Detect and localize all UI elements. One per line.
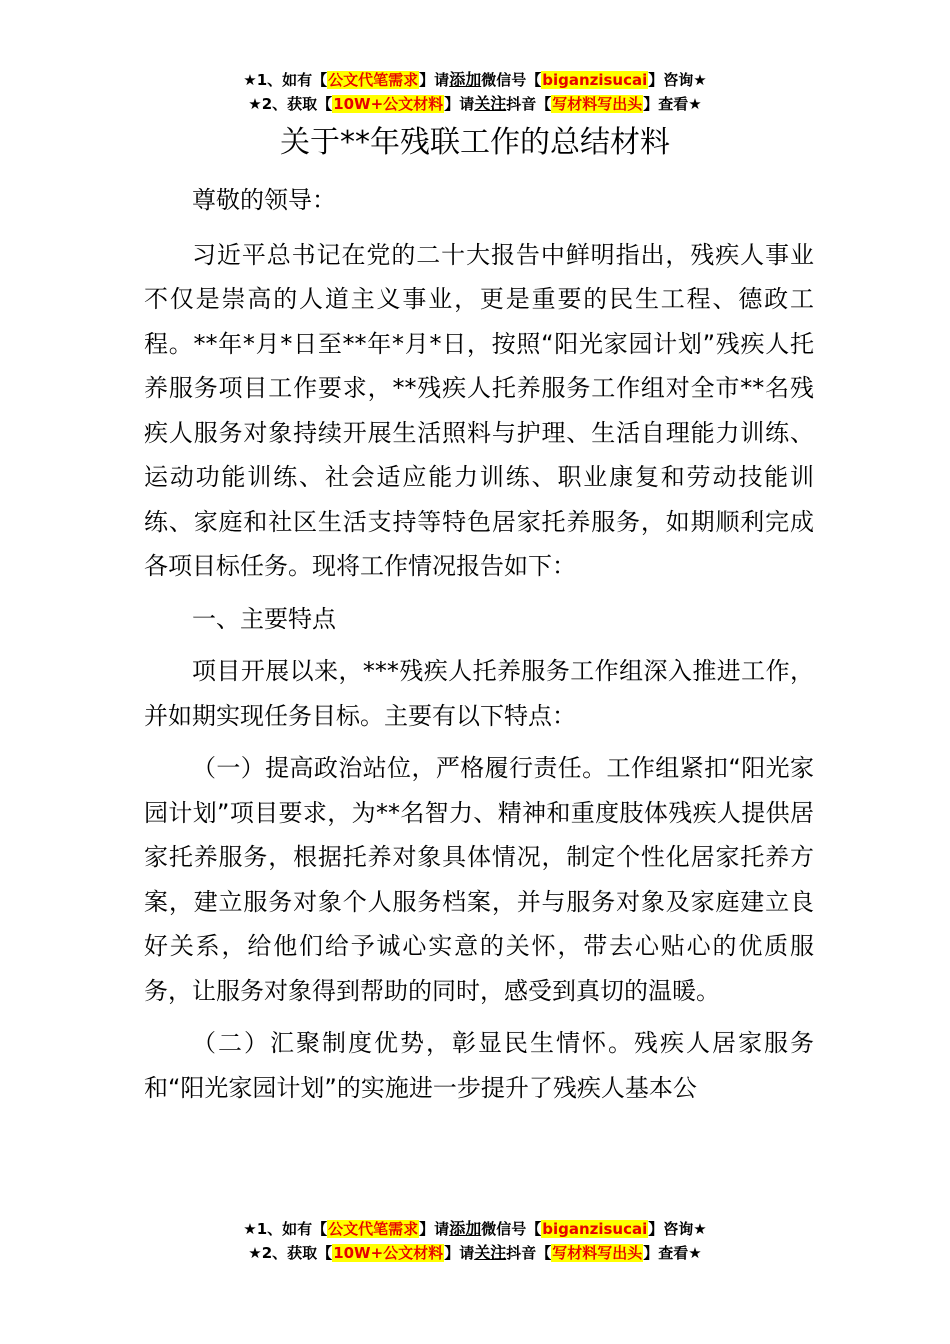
banner-text: ★2、获取【 [248, 95, 333, 113]
banner-text: ★1、如有【 [243, 1220, 328, 1238]
banner-highlight: 写材料写出头 [552, 1244, 643, 1262]
banner-underline: 关注 [474, 94, 507, 113]
banner-highlight: biganzisucai [542, 71, 648, 89]
banner-highlight: 10W+公文材料 [333, 95, 444, 113]
banner-text: 抖音【 [506, 95, 552, 113]
banner-text: 】请 [419, 71, 450, 89]
paragraph-intro: 习近平总书记在党的二十大报告中鲜明指出，残疾人事业不仅是崇高的人道主义事业，更是重要的民生工程、德政工程。**年*月*日至**年*月*日，按照“阳光家园计划”残疾人托养服务项目工作要求，**残疾人托养服务工作组对全市**名残疾人服务对象持续开展生活照料与护理、生活自理能力训练、运动功能训练、社会适应能力训练、职业康复和劳动技能训练、家庭和社区生活支持等特色居家托养服务，如期顺利完成各项目标任务。现将工作情况报告如下： [144, 240, 814, 580]
banner-text: ★1、如有【 [243, 71, 328, 89]
banner-text: 微信号【 [481, 1220, 542, 1238]
banner-text: 微信号【 [481, 71, 542, 89]
banner-text: 】查看★ [643, 1244, 702, 1262]
banner-highlight: biganzisucai [542, 1220, 648, 1238]
footer-banner [0, 1217, 950, 1265]
salutation: 尊敬的领导： [192, 186, 336, 214]
banner-text: 】查看★ [643, 95, 702, 113]
banner-highlight: 公文代笔需求 [328, 71, 419, 89]
paragraph: （二）汇聚制度优势，彰显民生情怀。残疾人居家服务和“阳光家园计划”的实施进一步提升了残疾人基本公 [144, 1029, 814, 1102]
banner-highlight: 写材料写出头 [552, 95, 643, 113]
banner-text: 】请 [444, 95, 475, 113]
paragraph: 项目开展以来，***残疾人托养服务工作组深入推进工作，并如期实现任务目标。主要有以下特点： [144, 657, 814, 730]
document-body [144, 178, 814, 1118]
banner-underline: 添加 [449, 70, 482, 89]
banner-text: 】咨询★ [648, 71, 707, 89]
document-title: 关于**年残联工作的总结材料 [280, 125, 670, 160]
banner-text: ★2、获取【 [248, 1244, 333, 1262]
paragraph: （一）提高政治站位，严格履行责任。工作组紧扣“阳光家园计划”项目要求，为**名智力、精神和重度肢体残疾人提供居家托养服务，根据托养对象具体情况，制定个性化居家托养方案，建立服务对象个人服务档案，并与服务对象及家庭建立良好关系，给他们给予诚心实意的关怀，带去心贴心的优质服务，让服务对象得到帮助的同时，感受到真切的温暖。 [144, 754, 814, 1005]
banner-highlight: 公文代笔需求 [328, 1220, 419, 1238]
banner-underline: 添加 [449, 1219, 482, 1238]
banner-text: 】咨询★ [648, 1220, 707, 1238]
banner-line-2 [0, 1241, 950, 1265]
banner-highlight: 10W+公文材料 [333, 1244, 444, 1262]
banner-text: 抖音【 [506, 1244, 552, 1262]
banner-text: 】请 [419, 1220, 450, 1238]
banner-underline: 关注 [474, 1243, 507, 1262]
banner-line-1 [0, 68, 950, 92]
header-banner [0, 68, 950, 116]
section-heading: 一、主要特点 [192, 604, 336, 633]
banner-line-1 [0, 1217, 950, 1241]
banner-text: 】请 [444, 1244, 475, 1262]
banner-line-2 [0, 92, 950, 116]
